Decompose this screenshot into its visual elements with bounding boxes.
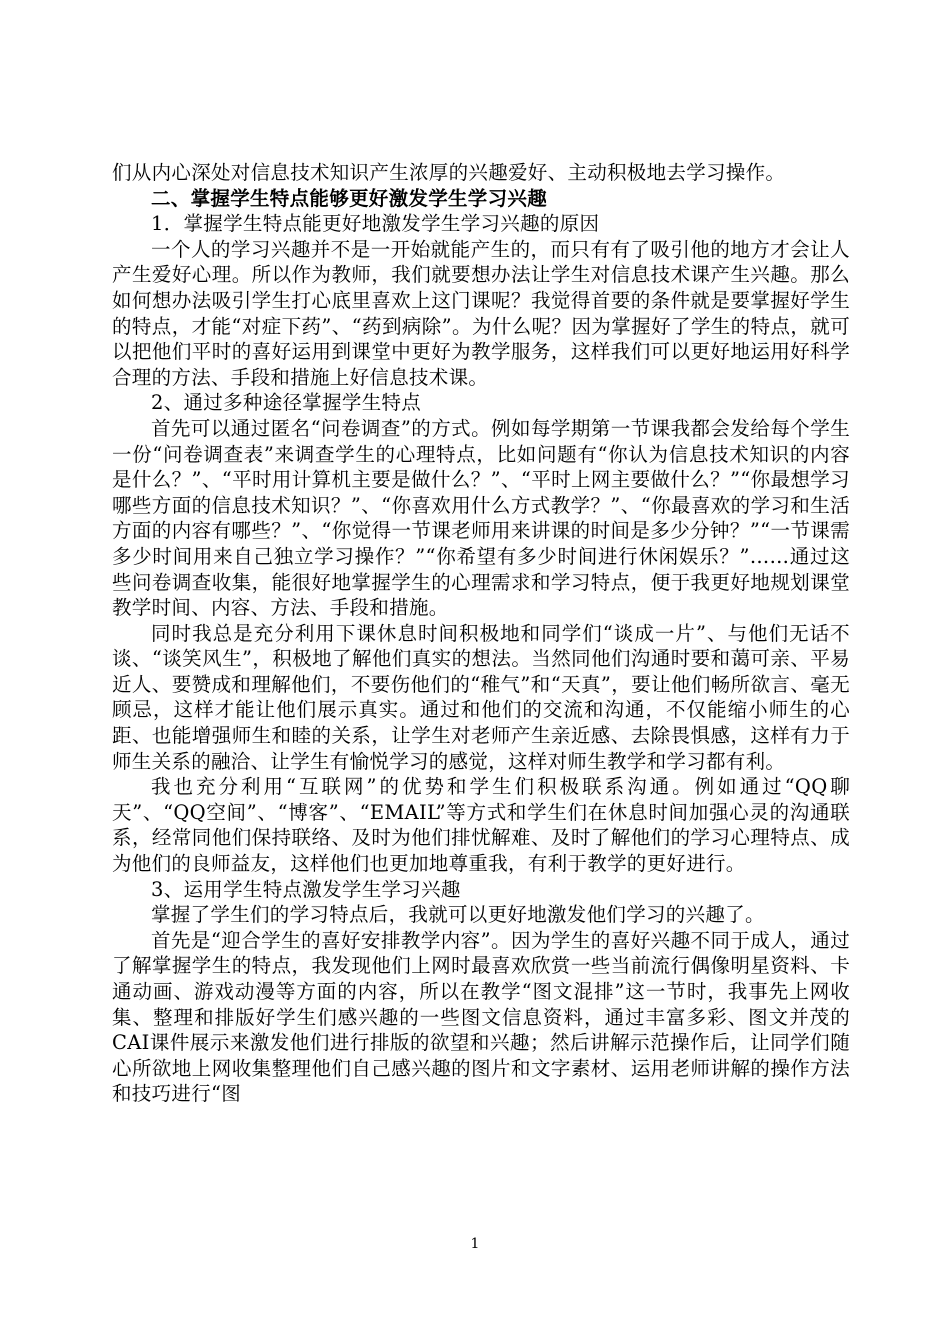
subsection-title: 1．掌握学生特点能更好地激发学生学习兴趣的原因 — [151, 212, 600, 236]
section-heading: 二、掌握学生特点能够更好激发学生学习兴趣 — [151, 186, 548, 210]
subsection-title: 2、通过多种途径掌握学生特点 — [151, 391, 422, 415]
paragraph: 我也充分利用“互联网”的优势和学生们积极联系沟通。例如通过“QQ聊天”、“QQ空间”、“博客”、“EMAIL”等方式和学生们在休息时间加强心灵的沟通联系，经常同他们保持联络、及时为他们排忧解难、及时了解他们的学习心理特点、成为他们的良师益友，这样他们也更加地尊重我，有利于教学的更好进行。 — [112, 775, 850, 876]
paragraph: 一个人的学习兴趣并不是一开始就能产生的，而只有有了吸引他的地方才会让人产生爱好心理。所以作为教师，我们就要想办法让学生对信息技术课产生兴趣。那么如何想办法吸引学生打心底里喜欢上这门课呢？我觉得首要的条件就是要掌握好学生的特点，才能“对症下药”、“药到病除”。为什么呢？因为掌握好了学生的特点，就可以把他们平时的喜好运用到课堂中更好为教学服务，这样我们可以更好地运用好科学合理的方法、手段和措施上好信息技术课。 — [112, 237, 850, 389]
body-text — [112, 160, 850, 1107]
paragraph: 首先是“迎合学生的喜好安排教学内容”。因为学生的喜好兴趣不同于成人，通过了解掌握学生的特点，我发现他们上网时最喜欢欣赏一些当前流行偶像明星资料、卡通动画、游戏动漫等方面的内容，所以在教学“图文混排”这一节时，我事先上网收集、整理和排版好学生们感兴趣的一些图文信息资料，通过丰富多彩、图文并茂的CAI课件展示来激发他们进行排版的欲望和兴趣；然后讲解示范操作后，让同学们随心所欲地上网收集整理他们自己感兴趣的图片和文字素材、运用老师讲解的操作方法和技巧进行“图 — [112, 928, 850, 1106]
paragraph: 首先可以通过匿名“问卷调查”的方式。例如每学期第一节课我都会发给每个学生一份“问卷调查表”来调查学生的心理特点，比如问题有“你认为信息技术知识的内容是什么？”、“平时用计算机主要是做什么？”、“平时上网主要做什么？”“你最想学习哪些方面的信息技术知识？”、“你喜欢用什么方式教学？”、“你最喜欢的学习和生活方面的内容有哪些？”、“你觉得一节课老师用来讲课的时间是多少分钟？”“一节课需多少时间用来自己独立学习操作？”“你希望有多少时间进行休闲娱乐？”……通过这些问卷调查收集，能很好地掌握学生的心理需求和学习特点，便于我更好地规划课堂教学时间、内容、方法、手段和措施。 — [112, 416, 850, 620]
page-number: 1 — [470, 1236, 480, 1252]
paragraph: 同时我总是充分利用下课休息时间积极地和同学们“谈成一片”、与他们无话不谈、“谈笑风生”，积极地了解他们真实的想法。当然同他们沟通时要和蔼可亲、平易近人、要赞成和理解他们，不要伤他们的“稚气”和“天真”，要让他们畅所欲言、毫无顾忌，这样才能让他们展示真实。通过和他们的交流和沟通，不仅能缩小师生的心距、也能增强师生和睦的关系，让学生对老师产生亲近感、去除畏惧感，这样有力于师生关系的融洽、让学生有愉悦学习的感觉，这样对师生教学和学习都有利。 — [112, 621, 850, 773]
paragraph-continuation: 们从内心深处对信息技术知识产生浓厚的兴趣爱好、主动积极地去学习操作。 — [112, 161, 786, 184]
paragraph: 掌握了学生们的学习特点后，我就可以更好地激发他们学习的兴趣了。 — [151, 903, 765, 927]
subsection-title: 3、运用学生特点激发学生学习兴趣 — [151, 877, 461, 901]
